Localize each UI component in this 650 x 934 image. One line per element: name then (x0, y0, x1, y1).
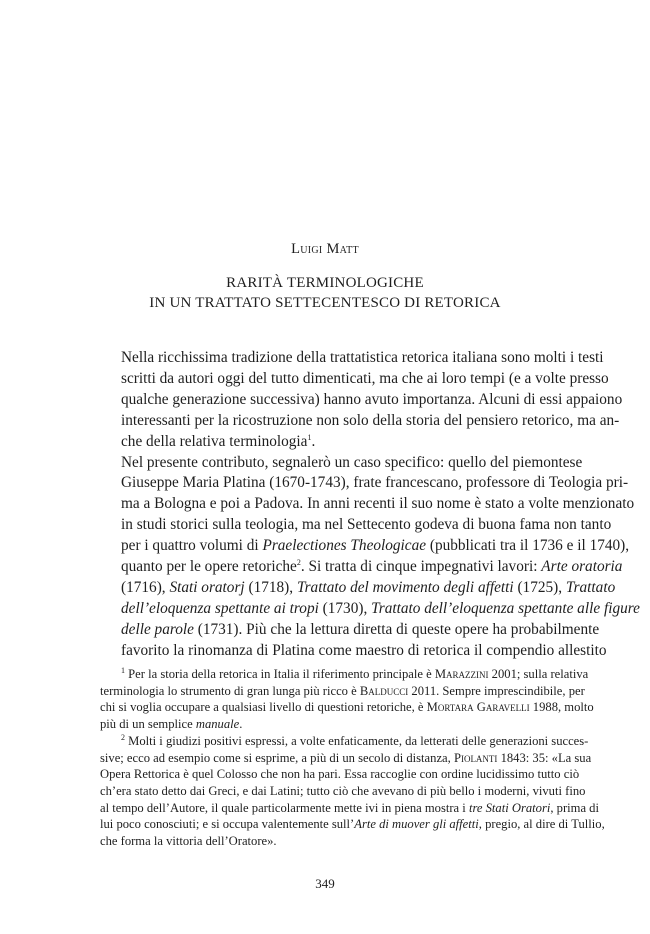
fn1-line-1-b: 2001; sulla relativa (488, 667, 589, 681)
p1-line-4: interessanti per la ricostruzione non solo della storia del pensiero retorico, ma an- (121, 411, 620, 429)
title-line-1: RARITÀ TERMINOLOGICHE (226, 275, 424, 291)
fn1-line-1-a: Per la storia della retorica in Italia il riferimento principale è (128, 667, 435, 681)
p2-line-4: in studi storici sulla teologia, ma nel Settecento godeva di buona fama non tanto (121, 516, 612, 534)
fn2-line-5 (100, 800, 599, 817)
fn1-line-3-a: chi si voglia occupare a qualsiasi livello di questioni retoriche, è (100, 700, 427, 715)
p1-line-3: qualche generazione successiva) hanno avuto importanza. Alcuni di essi appaiono (121, 390, 623, 408)
fn1-line-4-a: più di un semplice (100, 717, 196, 732)
p2-line-9-a: (1731). Più che la lettura diretta di queste opere ha probabilmente (193, 620, 600, 638)
fn1-line-1 (100, 665, 589, 683)
fn1-line-3 (100, 699, 594, 716)
p2-line-6-a: quanto per le opere retoriche (121, 558, 297, 576)
fn2-line-1 (100, 732, 589, 750)
citation-marazzini: Marazzini (434, 667, 489, 681)
author-first-name: Luigi (291, 241, 323, 257)
body-text (100, 348, 640, 662)
fn1-line-3-b: 1988, molto (529, 700, 594, 715)
fn2-line-6-a: lui poco conosciuti; e si occupa valentemente sull’ (100, 817, 355, 832)
work-title-movimento-affetti: Trattato del movimento degli affetti (296, 578, 514, 596)
article-title (0, 273, 650, 313)
p2-line-7-c: (1725), (513, 578, 566, 596)
p1-line-1: Nella ricchissima tradizione della trattatistica retorica italiana sono molti i testi (121, 349, 604, 366)
fn2-italic-arte-affetti: Arte di muover gli affetti (354, 817, 479, 832)
p2-line-8 (100, 599, 640, 620)
p2-line-5-b: (pubblicati tra il 1736 e il 1740), (426, 537, 630, 555)
fn2-line-4: ch’era stato detto dai Greci, e dai Latini; tutto ciò che avevano di più bello i moderni, vivuti fino (100, 783, 586, 798)
work-title-parole: delle parole (121, 620, 194, 638)
fn1-line-2 (100, 683, 585, 700)
fn2-line-2-b: 1843: 35: «La sua (497, 750, 592, 765)
p1-line-5 (100, 432, 551, 453)
p1-line-5-text: che della relativa terminologia (121, 432, 308, 450)
work-title-tropi: dell’eloquenza spettante ai tropi (121, 599, 319, 617)
paragraph-2 (100, 453, 640, 662)
footnote-1 (100, 665, 594, 733)
citation-balducci: Balducci (359, 683, 409, 698)
work-title-figure: Trattato dell’eloquenza spettante alle figure (371, 599, 640, 617)
fn2-line-6-b: , pregio, al dire di Tullio, (478, 817, 605, 832)
author-last-name: Matt (326, 241, 359, 257)
work-title-trattato: Trattato (565, 578, 616, 596)
citation-piolanti: Piolanti (453, 750, 498, 765)
fn2-line-3: Opera Rettorica è quel Colosso che non ha pari. Essa raccoglie con ordine lucidissimo tutto ciò (100, 767, 580, 782)
p1-line-2: scritti da autori oggi del tutto dimenticati, ma che ai loro tempi (e a volte presso (121, 369, 609, 387)
fn2-line-7: che forma la vittoria dell’Oratore». (100, 834, 277, 849)
p2-line-5-a: per i quattro volumi di (121, 537, 263, 555)
fn2-line-5-a: al tempo dell’Autore, il quale particolarmente mette ivi in piena mostra i (100, 800, 469, 815)
fn2-line-1-text: Molti i giudizi positivi espressi, a volte enfaticamente, da letterati delle generazioni succes- (128, 733, 589, 748)
fn1-line-4-b: . (239, 717, 243, 732)
work-title-praelectiones: Praelectiones Theologicae (262, 537, 427, 555)
page-number: 349 (315, 876, 335, 891)
p2-line-1: Nel presente contributo, segnalerò un caso specifico: quello del piemontese (121, 453, 583, 471)
fn2-line-2-a: sive; ecco ad esempio come si esprime, a più di un secolo di distanza, (100, 750, 454, 765)
footnote-ref-2: 2 (296, 557, 301, 567)
citation-mortara-garavelli: Mortara Garavelli (426, 700, 530, 715)
work-title-arte-oratoria: Arte oratoria (541, 558, 623, 576)
fn1-italic-manuale: manuale (195, 717, 240, 732)
fn2-line-6 (100, 816, 605, 833)
title-line-2: IN UN TRATTATO SETTECENTESCO DI RETORICA (149, 295, 501, 311)
footnote-number-2: 2 (121, 732, 125, 742)
footnote-ref-1: 1 (307, 432, 312, 442)
p2-line-6 (100, 557, 623, 578)
p2-line-8-a: (1730), (318, 599, 372, 617)
p2-line-2: Giuseppe Maria Platina (1670-1743), frate francescano, professore di Teologia pri- (121, 474, 629, 492)
author-name (0, 241, 650, 258)
p2-line-7-b: (1718), (244, 578, 297, 596)
fn2-line-2 (100, 750, 592, 767)
paragraph-1 (100, 348, 623, 453)
p2-line-10: favorito la rinomanza di Platina come maestro di retorica il compendio allestito (121, 641, 607, 659)
fn2-italic-tre-stati: tre Stati Oratori (468, 800, 551, 815)
fn2-line-5-b: , prima di (550, 800, 599, 815)
p2-line-7-a: (1716), (121, 578, 170, 596)
work-title-stati-oratorj: Stati oratorj (169, 578, 245, 596)
footnotes (100, 665, 605, 850)
p2-line-5 (100, 536, 630, 557)
p2-line-3: ma a Bologna e poi a Padova. In anni recenti il suo nome è stato a volte menzionato (121, 495, 635, 513)
footnote-2 (100, 732, 605, 850)
p2-line-7 (100, 578, 616, 599)
p1-line-5-end: . (311, 432, 316, 450)
p2-line-9 (100, 620, 600, 641)
fn1-line-2-a: terminologia lo strumento di gran lunga più ricco è (100, 683, 360, 698)
p2-line-6-b: . Si tratta di cinque impegnativi lavori: (300, 558, 542, 576)
fn1-line-4 (100, 716, 551, 733)
fn1-line-2-b: 2011. Sempre imprescindibile, per (408, 683, 585, 698)
footnote-number-1: 1 (121, 665, 125, 675)
